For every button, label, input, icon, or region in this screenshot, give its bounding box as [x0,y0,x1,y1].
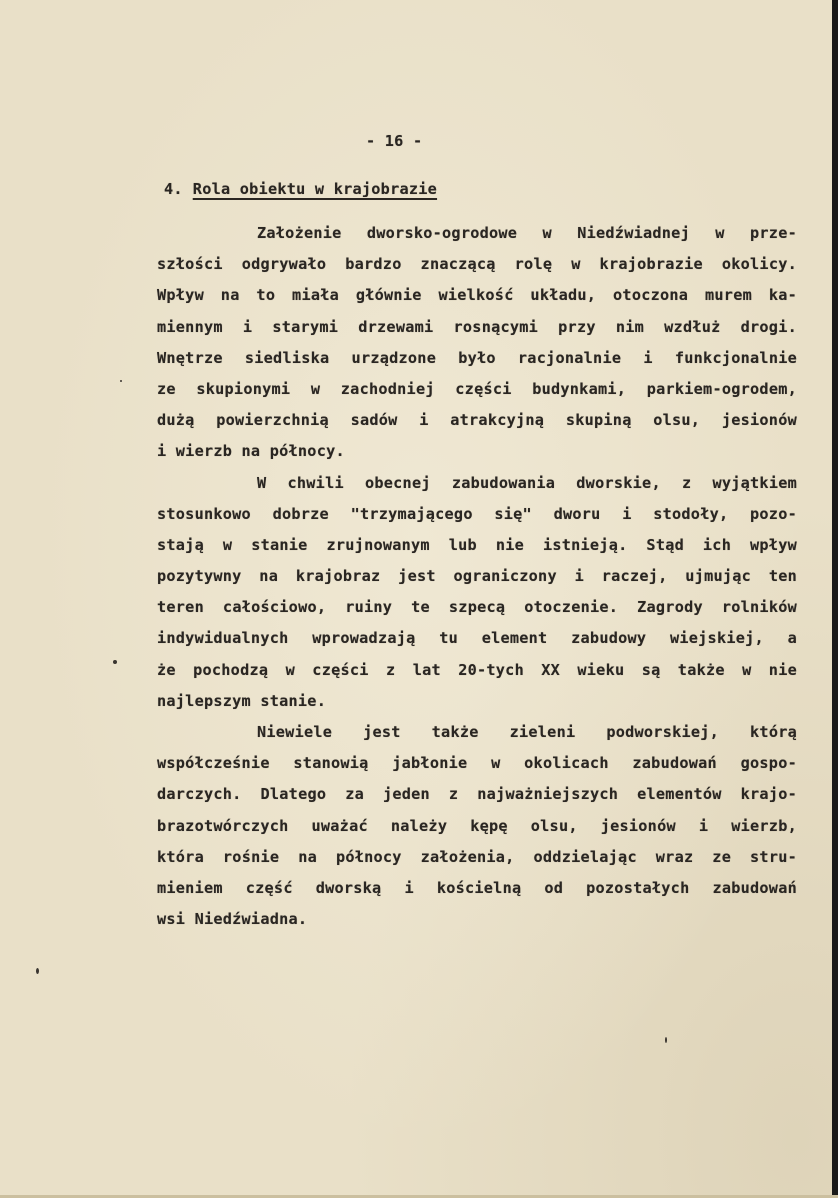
text-line: szłości odgrywało bardzo znaczącą rolę w krajobrazie okolicy. [157,255,797,274]
text-line: W chwili obecnej zabudowania dworskie, z wyjątkiem [257,473,797,492]
text-line: dużą powierzchnią sadów i atrakcyjną skupiną olsu, jesionów [157,411,797,430]
text-line: stosunkowo dobrze "trzymającego się" dworu i stodoły, pozo- [157,504,797,523]
section-title: Rola obiektu w krajobrazie [192,180,438,198]
text-line: darczych. Dlatego za jeden z najważniejszych elementów krajo- [157,785,797,804]
text-line: miennym i starymi drzewami rosnącymi przy nim wzdłuż drogi. [157,317,797,336]
text-line: która rośnie na północy założenia, oddzielając wraz ze stru- [157,847,797,866]
text-line: Wpływ na to miała głównie wielkość układu, otoczona murem ka- [157,286,797,305]
text-line: współcześnie stanowią jabłonie w okolicach zabudowań gospo- [157,754,797,773]
scan-artifact [120,380,122,382]
text-line: i wierzb na północy. [157,442,345,461]
text-line: teren całościowo, ruiny te szpecą otoczenie. Zagrody rolników [157,598,797,617]
scan-artifact [665,1037,667,1043]
text-line: mieniem część dworską i kościelną od pozostałych zabudowań [157,878,797,897]
section-number: 4. [164,180,183,198]
text-line: Niewiele jest także zieleni podworskiej, którą [257,723,797,741]
text-line: Założenie dworsko-ogrodowe w Niedźwiadnej w prze- [257,224,797,242]
text-line: pozytywny na krajobraz jest ograniczony i raczej, ujmując ten [157,567,797,586]
scan-artifact [113,660,117,664]
text-line: stają w stanie zrujnowanym lub nie istnieją. Stąd ich wpływ [157,535,797,554]
text-line: indywidualnych wprowadzają tu element zabudowy wiejskiej, a [157,629,797,648]
text-line: ze skupionymi w zachodniej części budynkami, parkiem-ogrodem, [157,379,797,398]
text-line: Wnętrze siedliska urządzone było racjonalnie i funkcjonalnie [157,348,797,367]
body-text [157,218,797,935]
text-line: wsi Niedźwiadna. [157,910,308,929]
section-heading [164,180,437,198]
text-line: najlepszym stanie. [157,691,327,710]
page-number: - 16 - [366,132,423,150]
text-line: że pochodzą w części z lat 20-tych XX wieku są także w nie [157,660,797,679]
scan-artifact [36,968,39,974]
scan-border-right [832,0,838,1198]
text-line: brazotwórczych uważać należy kępę olsu, jesionów i wierzb, [157,816,797,835]
